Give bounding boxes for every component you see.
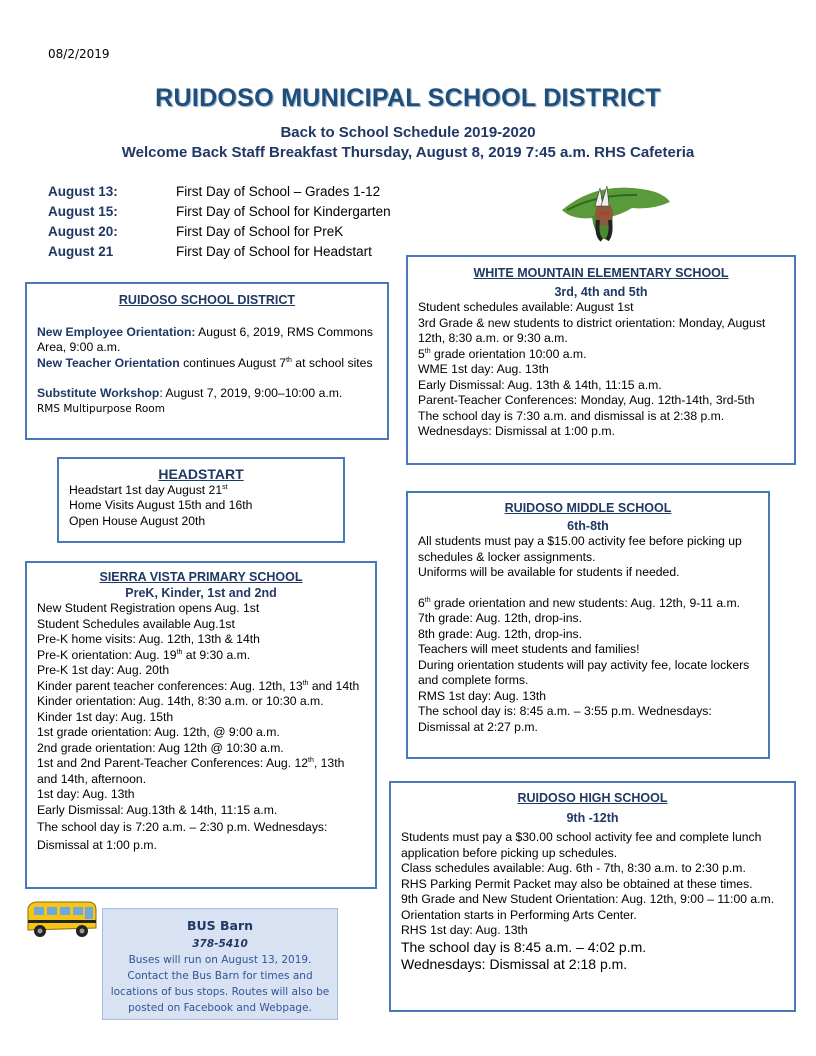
key-date-label: August 21 bbox=[48, 244, 114, 259]
key-date-row bbox=[48, 242, 391, 262]
sierra-line: The school day is 7:20 a.m. – 2:30 p.m. Wednesdays: Dismissal at 1:00 p.m. bbox=[37, 820, 328, 852]
sierra-line: Pre-K orientation: Aug. 19th at 9:30 a.m. bbox=[37, 647, 251, 662]
sierra-line: Student Schedules available Aug.1st bbox=[37, 616, 235, 631]
sierra-line: Kinder 1st day: Aug. 15th bbox=[37, 709, 174, 724]
district-heading: RUIDOSO SCHOOL DISTRICT bbox=[118, 293, 296, 307]
key-date-label: August 20: bbox=[48, 224, 118, 239]
sierra-line: Early Dismissal: Aug.13th & 14th, 11:15 a.m. bbox=[37, 802, 278, 817]
rms-line: The school day is: 8:45 a.m. – 3:55 p.m. Wednesdays: Dismissal at 2:27 p.m. bbox=[418, 704, 712, 734]
new-employee-orientation: New Employee Orientation: August 6, 2019, RMS Commons Area, 9:00 a.m. bbox=[37, 324, 373, 354]
wmes-line: The school day is 7:30 a.m. and dismissal is at 2:38 p.m. bbox=[418, 408, 725, 423]
page-title: RUIDOSO MUNICIPAL SCHOOL DISTRICT bbox=[155, 84, 661, 112]
rms-line: 6th grade orientation and new students: Aug. 12th, 9-11 a.m. bbox=[418, 595, 741, 610]
headstart-open-house: Open House August 20th bbox=[69, 513, 206, 528]
rms-line: 8th grade: Aug. 12th, drop-ins. bbox=[418, 626, 582, 641]
sierra-line: Kinder orientation: Aug. 14th, 8:30 a.m. or 10:30 a.m. bbox=[37, 694, 324, 708]
sierra-vista-heading: SIERRA VISTA PRIMARY SCHOOL bbox=[99, 570, 303, 584]
high-school-box bbox=[389, 781, 796, 1012]
middle-school-box bbox=[406, 491, 770, 759]
document-date: 08/2/2019 bbox=[48, 47, 110, 61]
wmes-line: Parent-Teacher Conferences: Monday, Aug. 12th-14th, 3rd-5th bbox=[418, 393, 755, 407]
sierra-line: Pre-K 1st day: Aug. 20th bbox=[37, 663, 170, 677]
headstart-heading: HEADSTART bbox=[158, 466, 244, 482]
wmes-line: 5th grade orientation 10:00 a.m. bbox=[418, 346, 587, 361]
substitute-room: RMS Multipurpose Room bbox=[37, 402, 165, 415]
rms-line: During orientation students will pay activity fee, locate lockers and complete forms. bbox=[418, 657, 750, 687]
bus-barn-phone: 378-5410 bbox=[192, 938, 248, 950]
key-date-desc: First Day of School for PreK bbox=[176, 224, 344, 239]
rhs-line: Orientation starts in Performing Arts Center. bbox=[401, 907, 637, 922]
rhs-line: RHS 1st day: Aug. 13th bbox=[401, 923, 528, 937]
rms-line: All students must pay a $15.00 activity fee before picking up schedules & locker assignments. bbox=[418, 534, 742, 564]
middle-school-heading: RUIDOSO MIDDLE SCHOOL bbox=[504, 501, 672, 515]
key-date-desc: First Day of School – Grades 1-12 bbox=[176, 184, 381, 199]
rms-line: Uniforms will be available for students if needed. bbox=[418, 565, 680, 579]
sierra-line: 1st grade orientation: Aug. 12th, @ 9:00 a.m. bbox=[37, 725, 280, 739]
white-mountain-heading: WHITE MOUNTAIN ELEMENTARY SCHOOL bbox=[473, 266, 729, 280]
key-date-row bbox=[48, 182, 391, 202]
bus-barn-box bbox=[102, 908, 338, 1020]
sierra-line: 1st day: Aug. 13th bbox=[37, 787, 135, 801]
key-date-row bbox=[48, 202, 391, 222]
sierra-line: Kinder parent teacher conferences: Aug. 12th, 13th and 14th bbox=[37, 678, 360, 693]
sierra-line: Pre-K home visits: Aug. 12th, 13th & 14th bbox=[37, 632, 260, 646]
headstart-home-visits: Home Visits August 15th and 16th bbox=[69, 498, 253, 512]
sierra-line: New Student Registration opens Aug. 1st bbox=[37, 601, 260, 615]
sierra-vista-grades: PreK, Kinder, 1st and 2nd bbox=[125, 585, 277, 600]
key-date-row bbox=[48, 222, 391, 242]
bus-barn-text: Buses will run on August 13, 2019. Contact the Bus Barn for times and locations of bus stops. Routes will also be posted on Facebook and Webpage. bbox=[110, 954, 330, 1014]
rms-line: Teachers will meet students and families! bbox=[418, 642, 640, 656]
breakfast-announcement: Welcome Back Staff Breakfast Thursday, August 8, 2019 7:45 a.m. RHS Cafeteria bbox=[121, 144, 695, 161]
wmes-line: Wednesdays: Dismissal at 1:00 p.m. bbox=[418, 424, 615, 438]
wmes-line: Student schedules available: August 1st bbox=[418, 300, 634, 314]
key-date-desc: First Day of School for Headstart bbox=[176, 244, 372, 259]
sierra-line: 2nd grade orientation: Aug 12th @ 10:30 a.m. bbox=[37, 740, 284, 755]
school-bus-icon bbox=[22, 898, 100, 940]
mascot-logo-icon bbox=[552, 180, 672, 242]
new-teacher-orientation: New Teacher Orientation continues August 7th at school sites bbox=[37, 355, 373, 370]
headstart-first-day: Headstart 1st day August 21st bbox=[69, 482, 228, 497]
rhs-line: Students must pay a $30.00 school activity fee and complete lunch application before picking up schedules. bbox=[401, 830, 762, 860]
key-date-label: August 13: bbox=[48, 184, 118, 199]
high-school-grades: 9th -12th bbox=[566, 810, 619, 825]
bus-barn-heading: BUS Barn bbox=[186, 918, 254, 933]
white-mountain-box bbox=[406, 255, 796, 465]
high-school-heading: RUIDOSO HIGH SCHOOL bbox=[517, 791, 668, 805]
rms-line: 7th grade: Aug. 12th, drop-ins. bbox=[418, 611, 582, 625]
substitute-workshop: Substitute Workshop: August 7, 2019, 9:00–10:00 a.m. bbox=[37, 386, 343, 400]
key-date-label: August 15: bbox=[48, 204, 118, 219]
white-mountain-grades: 3rd, 4th and 5th bbox=[554, 284, 648, 299]
key-dates-list bbox=[48, 182, 391, 262]
key-date-desc: First Day of School for Kindergarten bbox=[176, 204, 391, 219]
schedule-subtitle: Back to School Schedule 2019-2020 bbox=[280, 124, 536, 141]
wmes-line: 3rd Grade & new students to district orientation: Monday, August 12th, 8:30 a.m. or 9:30 a.m. bbox=[418, 315, 766, 345]
rhs-line: The school day is 8:45 a.m. – 4:02 p.m. bbox=[401, 938, 647, 955]
rhs-line: Wednesdays: Dismissal at 2:18 p.m. bbox=[401, 955, 628, 972]
wmes-line: WME 1st day: Aug. 13th bbox=[418, 362, 549, 376]
rhs-line: 9th Grade and New Student Orientation: Aug. 12th, 9:00 – 11:00 a.m. bbox=[401, 892, 775, 906]
sierra-vista-box bbox=[25, 561, 377, 889]
headstart-box bbox=[57, 457, 345, 543]
district-box bbox=[25, 282, 389, 440]
rms-line: RMS 1st day: Aug. 13th bbox=[418, 688, 547, 703]
sierra-line: 1st and 2nd Parent-Teacher Conferences: Aug. 12th, 13th and 14th, afternoon. bbox=[37, 756, 345, 786]
rhs-line: Class schedules available: Aug. 6th - 7th, 8:30 a.m. to 2:30 p.m. bbox=[401, 861, 746, 875]
wmes-line: Early Dismissal: Aug. 13th & 14th, 11:15 a.m. bbox=[418, 377, 662, 392]
middle-school-grades: 6th-8th bbox=[567, 518, 609, 533]
rhs-line: RHS Parking Permit Packet may also be obtained at these times. bbox=[401, 876, 753, 891]
